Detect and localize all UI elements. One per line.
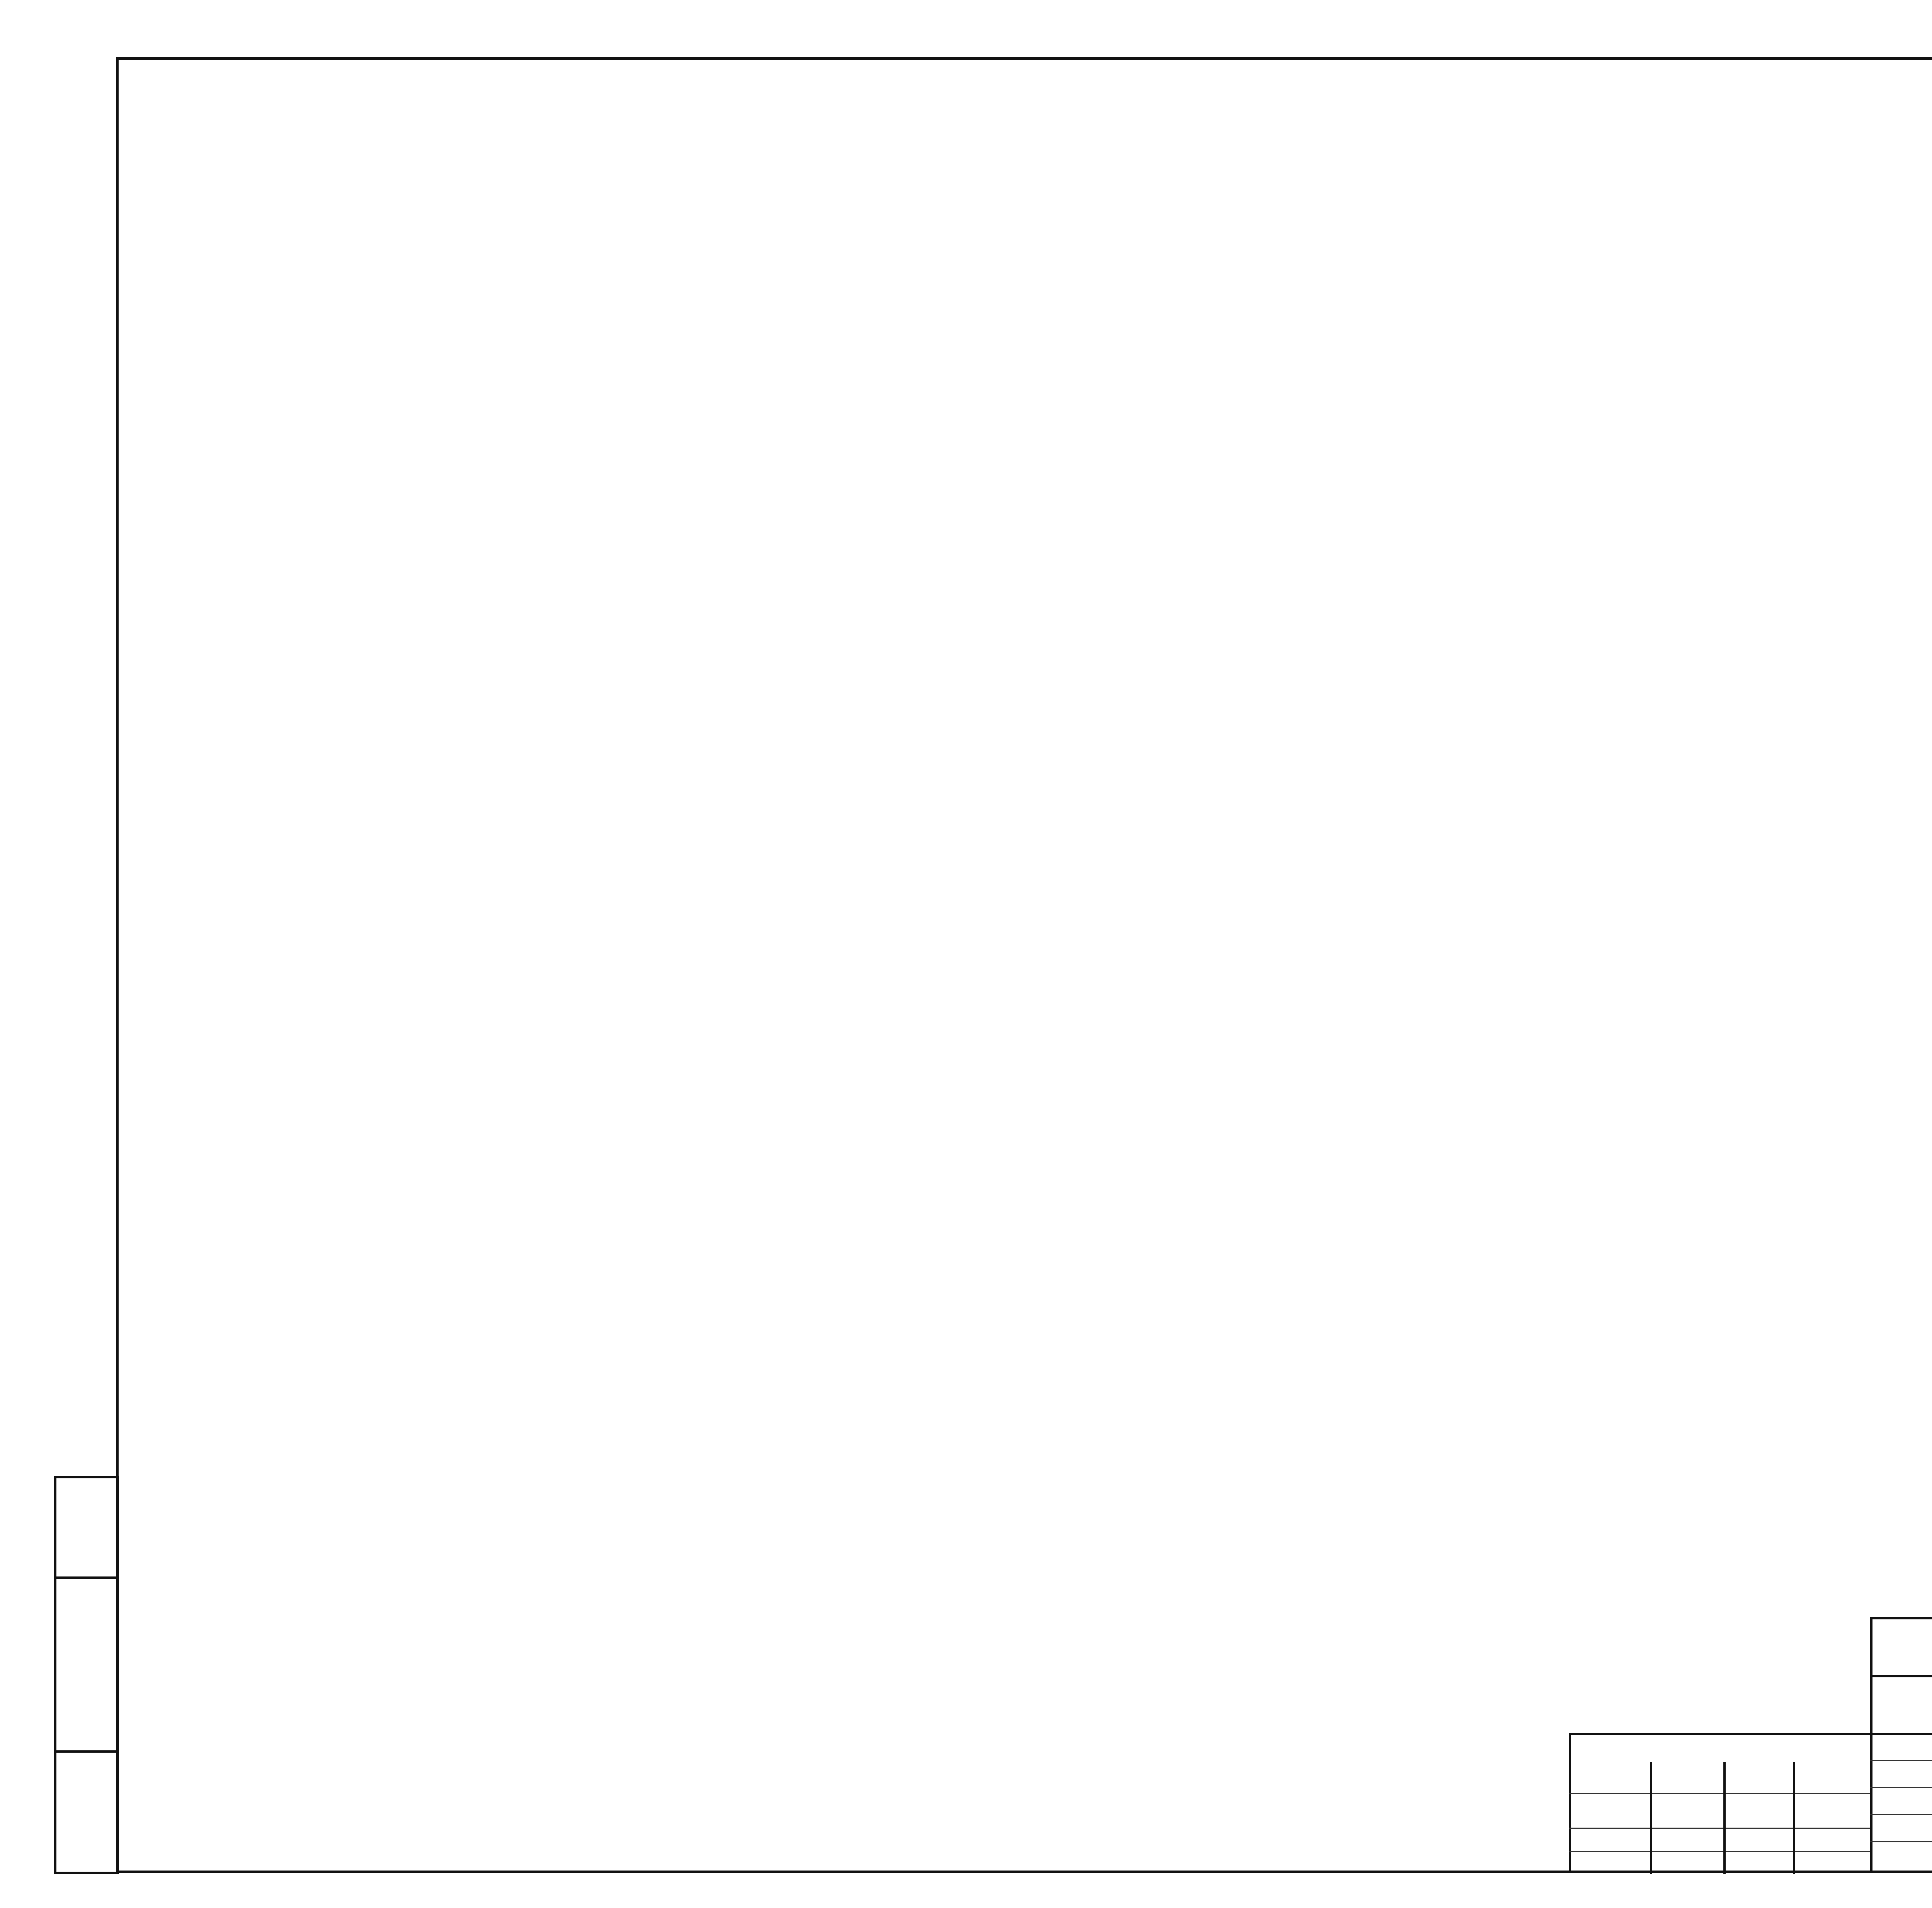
left-stamp xyxy=(54,1476,119,1874)
left-stamp-divider xyxy=(54,1750,119,1753)
outer-frame xyxy=(116,57,1932,1873)
left-stamp-divider xyxy=(54,1576,119,1579)
